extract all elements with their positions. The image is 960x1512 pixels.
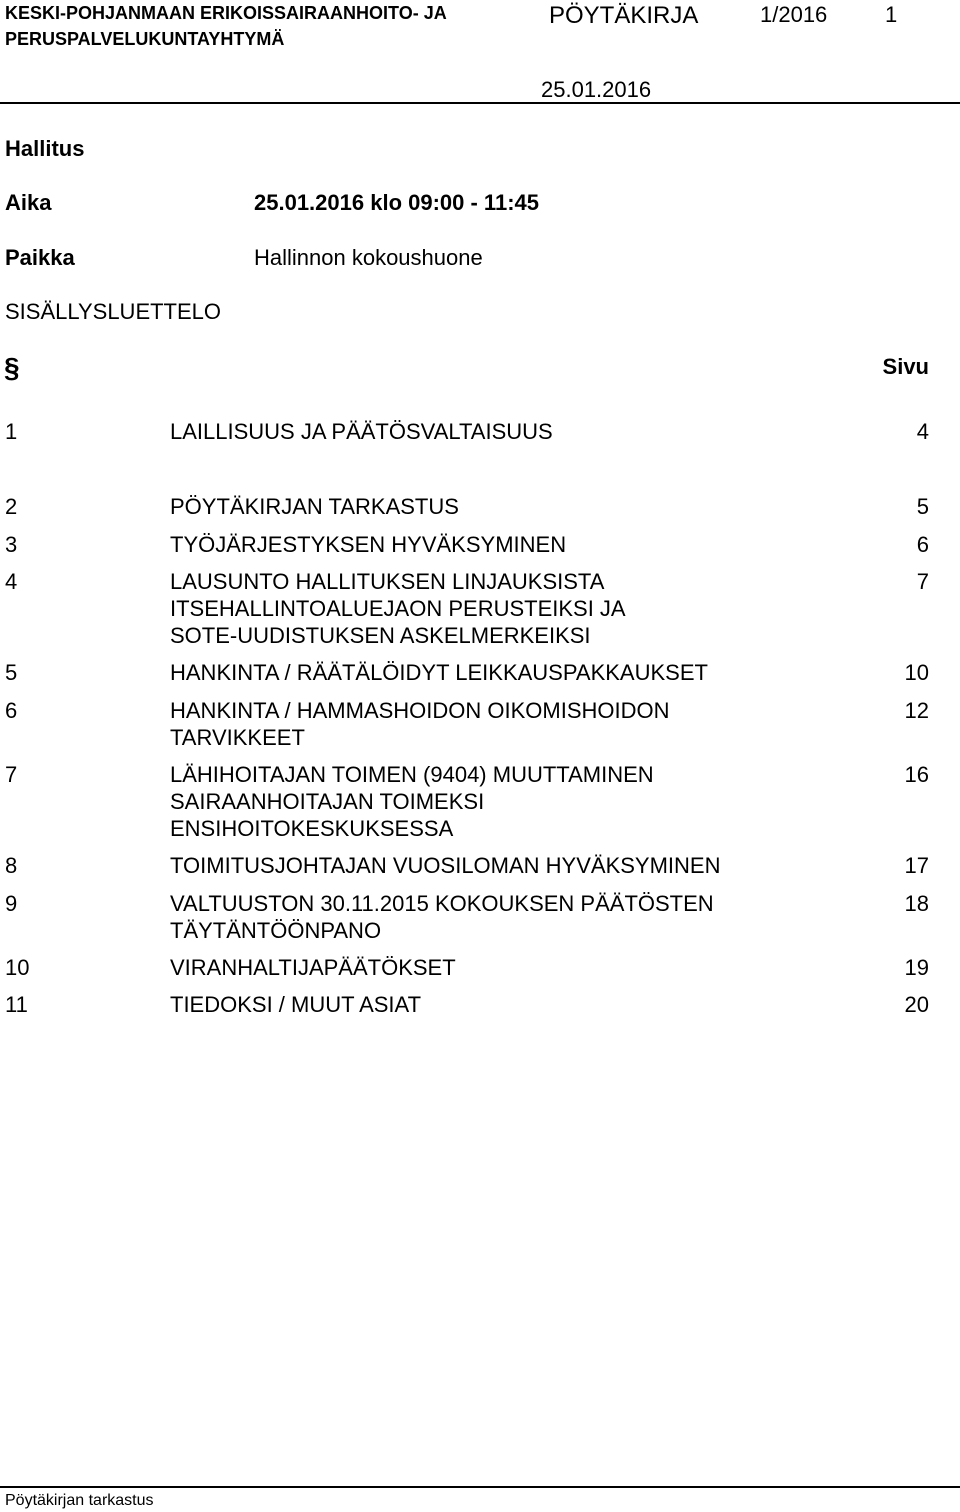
toc-item-title: [170, 531, 770, 558]
toc-item-number: 5: [5, 660, 18, 685]
toc-item-number: 11: [5, 992, 28, 1017]
page-column-label: Sivu: [882, 354, 929, 379]
organization-name-line1: KESKI-POHJANMAAN ERIKOISSAIRAANHOITO- JA: [5, 3, 447, 23]
toc-item-title: [170, 991, 770, 1018]
toc-item-title-line: HANKINTA / HAMMASHOIDON OIKOMISHOIDON: [170, 698, 670, 723]
toc-item-title: [170, 697, 770, 751]
toc-item-number: 7: [5, 762, 18, 787]
organization-name-line2: PERUSPALVELUKUNTAYHTYMÄ: [5, 29, 285, 49]
footer-text: Pöytäkirjan tarkastus: [5, 1492, 154, 1509]
toc-item-title-line: LAILLISUUS JA PÄÄTÖSVALTAISUUS: [170, 419, 553, 444]
toc-item-title: [170, 761, 770, 842]
document-number: 1/2016: [760, 2, 828, 27]
time-label: Aika: [5, 190, 52, 215]
toc-item-title-line: TYÖJÄRJESTYKSEN HYVÄKSYMINEN: [170, 532, 567, 557]
toc-item-title-line: HANKINTA / RÄÄTÄLÖIDYT LEIKKAUSPAKKAUKSET: [170, 660, 708, 685]
toc-item-page: 16: [904, 762, 929, 787]
toc-heading: SISÄLLYSLUETTELO: [5, 299, 222, 324]
toc-item-number: 6: [5, 698, 18, 723]
toc-item-title: [170, 890, 770, 944]
toc-item-page: 10: [904, 660, 929, 685]
toc-item-title-line: SOTE-UUDISTUKSEN ASKELMERKEIKSI: [170, 623, 591, 648]
toc-item-number: 10: [5, 955, 30, 980]
document-type: PÖYTÄKIRJA: [549, 2, 699, 29]
toc-item-title-line: PÖYTÄKIRJAN TARKASTUS: [170, 494, 459, 519]
place-label: Paikka: [5, 245, 75, 270]
toc-item-number: 2: [5, 494, 18, 519]
toc-item-title-line: TÄYTÄNTÖÖNPANO: [170, 918, 382, 943]
toc-item-page: 7: [916, 569, 929, 594]
toc-item-title-line: VALTUUSTON 30.11.2015 KOKOUKSEN PÄÄTÖSTEN: [170, 891, 714, 916]
page-number: 1: [885, 2, 898, 27]
toc-item-title: [170, 568, 770, 649]
toc-item-title-line: TIEDOKSI / MUUT ASIAT: [170, 992, 422, 1017]
time-value: 25.01.2016 klo 09:00 - 11:45: [254, 190, 539, 215]
toc-item-title: [170, 418, 770, 445]
toc-item-number: 4: [5, 569, 18, 594]
toc-item-page: 5: [916, 494, 929, 519]
toc-item-title: [170, 659, 770, 686]
place-value: Hallinnon kokoushuone: [254, 245, 483, 270]
toc-item-title-line: TARVIKKEET: [170, 725, 305, 750]
toc-item-page: 17: [904, 853, 929, 878]
toc-item-title-line: LAUSUNTO HALLITUKSEN LINJAUKSISTA: [170, 569, 605, 594]
toc-item-title: [170, 954, 770, 981]
toc-item-title: [170, 493, 770, 520]
toc-item-title-line: ITSEHALLINTOALUEJAON PERUSTEIKSI JA: [170, 596, 626, 621]
toc-item-number: 8: [5, 853, 18, 878]
toc-item-title-line: LÄHIHOITAJAN TOIMEN (9404) MUUTTAMINEN: [170, 762, 654, 787]
meeting-body: Hallitus: [5, 136, 85, 161]
toc-item-page: 12: [904, 698, 929, 723]
toc-item-title: [170, 852, 770, 879]
toc-item-page: 19: [904, 955, 929, 980]
organization-name: [5, 0, 447, 52]
toc-item-title-line: TOIMITUSJOHTAJAN VUOSILOMAN HYVÄKSYMINEN: [170, 853, 721, 878]
toc-item-number: 3: [5, 532, 18, 557]
toc-item-number: 9: [5, 891, 18, 916]
header-date: 25.01.2016: [541, 77, 652, 102]
toc-item-page: 18: [904, 891, 929, 916]
toc-item-number: 1: [5, 419, 18, 444]
toc-item-title-line: VIRANHALTIJAPÄÄTÖKSET: [170, 955, 456, 980]
toc-item-page: 6: [916, 532, 929, 557]
toc-item-page: 4: [916, 419, 929, 444]
toc-item-title-line: ENSIHOITOKESKUKSESSA: [170, 816, 454, 841]
toc-item-page: 20: [904, 992, 929, 1017]
header-divider: [0, 102, 960, 104]
footer-divider: [0, 1486, 960, 1488]
toc-item-title-line: SAIRAANHOITAJAN TOIMEKSI: [170, 789, 485, 814]
section-sign-icon: §: [4, 352, 20, 383]
